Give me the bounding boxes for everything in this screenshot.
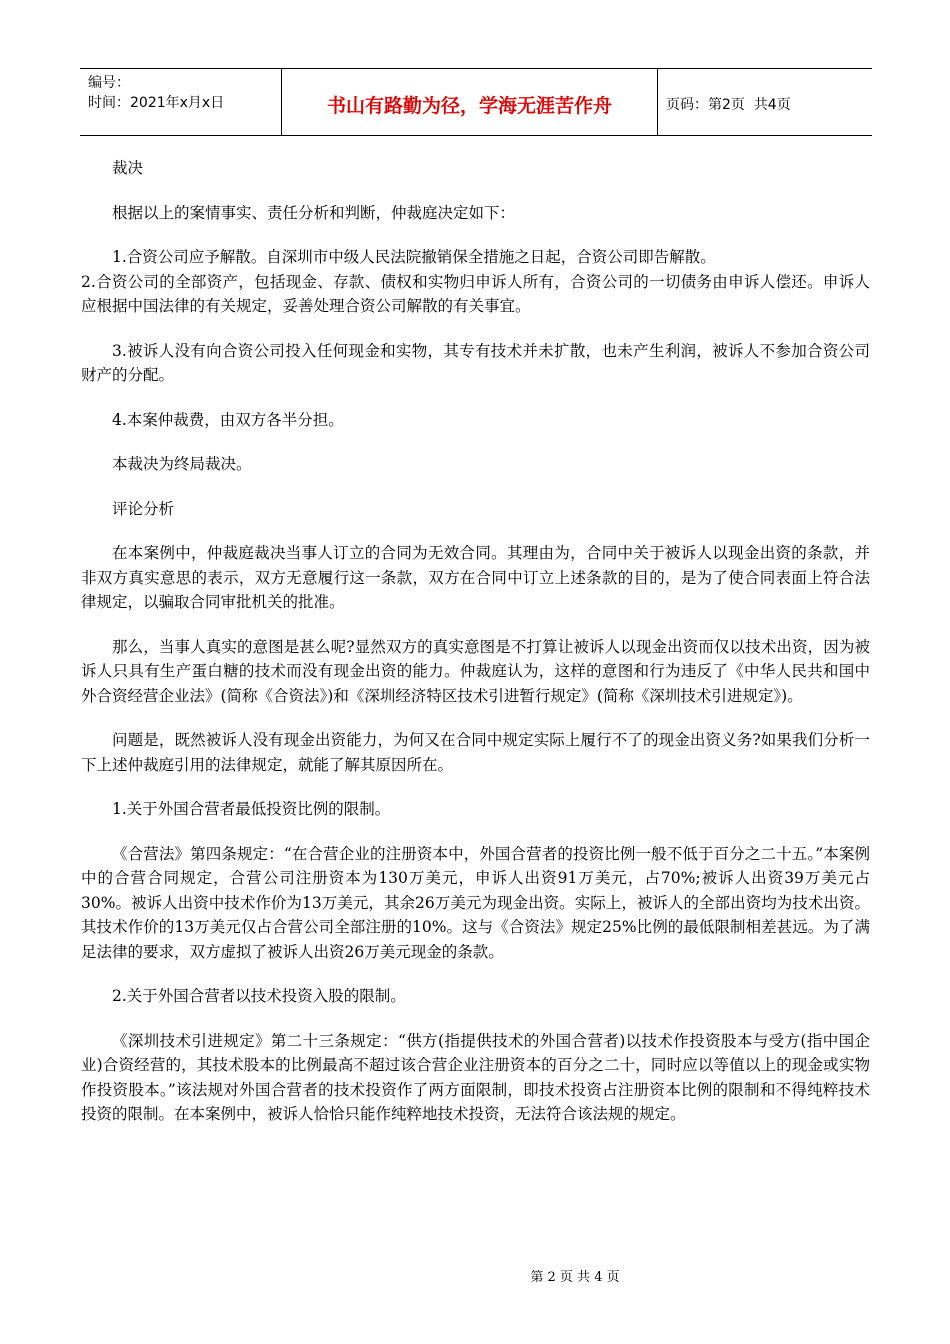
header-motto: 书山有路勤为径，学海无涯苦作舟 bbox=[282, 69, 658, 135]
subheading-2: 2.关于外国合营者以技术投资入股的限制。 bbox=[112, 987, 406, 1005]
document-time-label: 时间：2021年x月x日 bbox=[88, 95, 225, 111]
ruling-item-3: 3.被诉人没有向合资公司投入任何现金和实物，其专有技术并未扩散，也未产生利润，被诉人不参加合资公司财产的分配。 bbox=[81, 341, 870, 384]
paragraph: 那么，当事人真实的意图是甚么呢?显然双方的真实意图是不打算让被诉人以现金出资而仅以技术出资，因为被诉人只具有生产蛋白糖的技术而没有现金出资的能力。仲裁庭认为，这样的意图和行为违反了《中华人民共和国中外合资经营企业法》(简称《合资法》)和《深圳经济特区技术引进暂行规定》(简称《深圳技术引进规定》)。 bbox=[81, 637, 870, 705]
header-page-label: 页码：第2页 共4页 bbox=[666, 97, 791, 113]
paragraph: 问题是，既然被诉人没有现金出资能力，为何又在合同中规定实际上履行不了的现金出资义务?如果我们分析一下上述仲裁庭引用的法律规定，就能了解其原因所在。 bbox=[81, 731, 870, 774]
paragraph: 本裁决为终局裁决。 bbox=[112, 455, 252, 473]
ruling-item-4: 4.本案仲裁费，由双方各半分担。 bbox=[112, 410, 344, 429]
paragraph: 在本案例中，仲裁庭裁决当事人订立的合同为无效合同。其理由为，合同中关于被诉人以现金出资的条款，并非双方真实意思的表示，双方无意履行这一条款，双方在合同中订立上述条款的目的，是为了使合同表面上符合法律规定，以骗取合同审批机关的批准。 bbox=[81, 544, 870, 611]
header-meta bbox=[80, 69, 282, 135]
document-body bbox=[81, 156, 870, 1147]
section-heading-analysis: 评论分析 bbox=[112, 499, 175, 518]
paragraph: 根据以上的案情事实、责任分析和判断，仲裁庭决定如下： bbox=[112, 203, 516, 222]
footer-page-number: 第 2 页 共 4 页 bbox=[530, 1270, 620, 1285]
ruling-item-2: 2.合资公司的全部资产，包括现金、存款、债权和实物归申诉人所有，合资公司的一切债务由申诉人偿还。申诉人应根据中国法律的有关规定，妥善处理合资公司解散的有关事宜。 bbox=[81, 272, 870, 315]
page-header bbox=[80, 68, 872, 136]
header-page-info bbox=[658, 69, 872, 135]
ruling-item-1: 1.合资公司应予解散。自深圳市中级人民法院撤销保全措施之日起，合资公司即告解散。 bbox=[112, 248, 716, 266]
document-number-label: 编号： bbox=[88, 75, 130, 91]
paragraph: 《合营法》第四条规定：“在合营企业的注册资本中，外国合营者的投资比例一般不低于百分之二十五。”本案例中的合营合同规定，合营公司注册资本为130万美元，申诉人出资91万美元，占70%;被诉人出资39万美元占30%。被诉人出资中技术作价为13万美元，其余26万美元为现金出资。实际上，被诉人的全部出资均为技术出资。其技术作价的13万美元仅占合营公司全部注册的10%。这与《合资法》规定25%比例的最低限制相差甚远。为了满足法律的要求，双方虚拟了被诉人出资26万美元现金的条款。 bbox=[81, 844, 870, 961]
page-footer bbox=[0, 1266, 950, 1285]
subheading-1: 1.关于外国合营者最低投资比例的限制。 bbox=[112, 800, 391, 818]
section-heading-ruling: 裁决 bbox=[112, 159, 144, 177]
paragraph: 《深圳技术引进规定》第二十三条规定：“供方(指提供技术的外国合营者)以技术作投资股本与受方(指中国企业)合资经营的，其技术股本的比例最高不超过该合营企业注册资本的百分之二十，同时应以等值以上的现金或实物作投资股本。”该法规对外国合营者的技术投资作了两方面限制，即技术投资占注册资本比例的限制和不得纯粹技术投资的限制。在本案例中，被诉人恰恰只能作纯粹地技术投资，无法符合该法规的规定。 bbox=[81, 1031, 870, 1123]
